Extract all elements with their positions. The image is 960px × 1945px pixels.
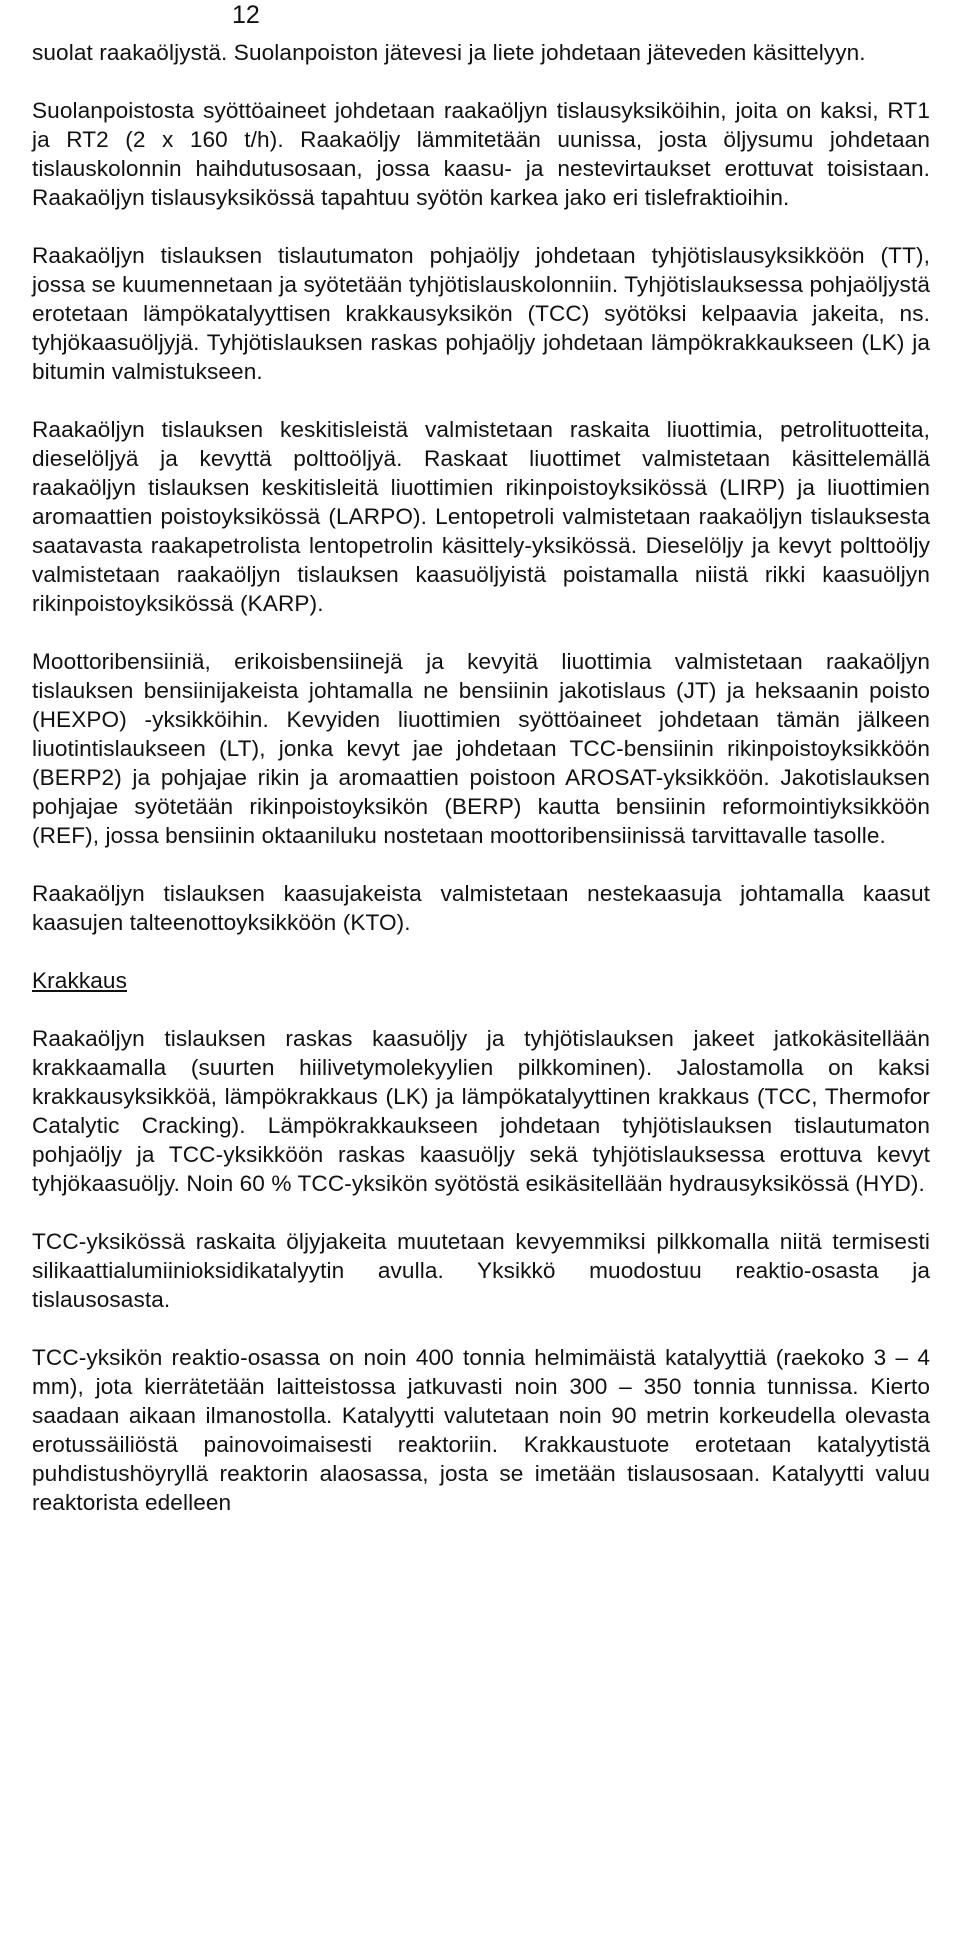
document-body: [32, 38, 930, 1546]
paragraph-desalting-end: suolat raakaöljystä. Suolanpoiston jätevesi ja liete johdetaan jäteveden käsittelyyn.: [32, 40, 866, 65]
paragraph-gasoline-fractions: Moottoribensiiniä, erikoisbensiinejä ja kevyitä liuottimia valmistetaan raakaöljyn tislauksen bensiinijakeista johtamalla ne bensiinin jakotislaus (JT) ja heksaanin poisto (HEXPO) -yksikköihin. Kevyiden liuottimien syöttöaineet johdetaan tämän jälkeen liuotintislaukseen (LT), jonka kevyt jae johdetaan TCC-bensiinin rikinpoistoyksikköön (BERP2) ja pohjajae rikin ja aromaattien poistoon AROSAT-yksikköön. Jakotislauksen pohjajae syötetään rikinpoistoyksikön (BERP) kautta bensiinin reformointiyksikköön (REF), jossa bensiinin oktaaniluku nostetaan moottoribensiinissä tarvittavalle tasolle.: [32, 649, 930, 848]
paragraph-tcc-reaction: TCC-yksikön reaktio-osassa on noin 400 tonnia helmimäistä katalyyttiä (raekoko 3 – 4 mm), jota kierrätetään laitteistossa jatkuvasti noin 300 – 350 tonnia tunnissa. Kierto saadaan aikaan ilmanostolla. Katalyytti valutetaan noin 90 metrin korkeudella olevasta erotussäiliöstä painovoimaisesti reaktoriin. Krakkaustuote erotetaan katalyytistä puhdistushöyryllä reaktorin alaosassa, josta se imetään tislausosaan. Katalyytti valuu reaktorista edelleen: [32, 1345, 930, 1515]
paragraph-cracking-intro: Raakaöljyn tislauksen raskas kaasuöljy ja tyhjötislauksen jakeet jatkokäsitellään krakkaamalla (suurten hiilivetymolekyylien pilkkominen). Jalostamolla on kaksi krakkausyksikköä, lämpökrakkaus (LK) ja lämpökatalyyttinen krakkaus (TCC, Thermofor Catalytic Cracking). Lämpökrakkaukseen johdetaan tyhjötislauksen tislautumaton pohjaöljy ja TCC-yksikköön raskas kaasuöljy sekä tyhjötislauksessa erottuva kevyt tyhjökaasuöljy. Noin 60 % TCC-yksikön syötöstä esikäsitellään hydrausyksikössä (HYD).: [32, 1026, 930, 1196]
page-number: 12: [232, 1, 260, 29]
paragraph-tcc-unit: TCC-yksikössä raskaita öljyjakeita muutetaan kevyemmiksi pilkkomalla niitä termisesti silikaattialumiinioksidikatalyytin avulla. Yksikkö muodostuu reaktio-osasta ja tislausosasta.: [32, 1229, 930, 1312]
section-heading-krakkaus: Krakkaus: [32, 968, 127, 993]
paragraph-vacuum-distillation: Raakaöljyn tislauksen tislautumaton pohjaöljy johdetaan tyhjötislausyksikköön (TT), jossa se kuumennetaan ja syötetään tyhjötislauskolonniin. Tyhjötislauksessa pohjaöljystä erotetaan lämpökatalyyttisen krakkausyksikön (TCC) syötöksi kelpaavia jakeita, ns. tyhjökaasuöljyjä. Tyhjötislauksen raskas pohjaöljy johdetaan lämpökrakkaukseen (LK) ja bitumin valmistukseen.: [32, 243, 930, 384]
paragraph-crude-distillation: Suolanpoistosta syöttöaineet johdetaan raakaöljyn tislausyksiköihin, joita on kaksi, RT1 ja RT2 (2 x 160 t/h). Raakaöljy lämmitetään uunissa, josta öljysumu johdetaan tislauskolonnin haihdutusosaan, jossa kaasu- ja nestevirtaukset erottuvat toisistaan. Raakaöljyn tislausyksikössä tapahtuu syötön karkea jako eri tislefraktioihin.: [32, 98, 930, 210]
paragraph-gas-fractions: Raakaöljyn tislauksen kaasujakeista valmistetaan nestekaasuja johtamalla kaasut kaasujen talteenottoyksikköön (KTO).: [32, 881, 930, 935]
paragraph-middle-distillates: Raakaöljyn tislauksen keskitisleistä valmistetaan raskaita liuottimia, petrolituotteita, dieselöljyä ja kevyttä polttoöljyä. Raskaat liuottimet valmistetaan käsittelemällä raakaöljyn tislauksen keskitisleitä liuottimien rikinpoistoyksikössä (LIRP) ja liuottimien aromaattien poistoyksikössä (LARPO). Lentopetroli valmistetaan raakaöljyn tislauksesta saatavasta raakapetrolista lentopetrolin käsittely-yksikössä. Dieselöljy ja kevyt polttoöljy valmistetaan raakaöljyn tislauksen kaasuöljyistä poistamalla niistä rikki kaasuöljyn rikinpoistoyksikössä (KARP).: [32, 417, 930, 616]
